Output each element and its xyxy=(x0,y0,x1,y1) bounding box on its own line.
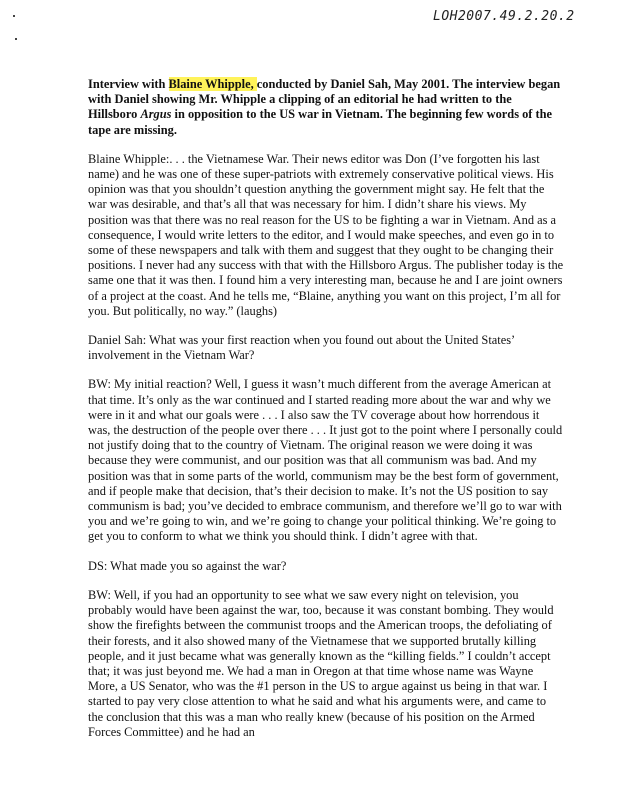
newspaper-name: Argus xyxy=(140,107,172,122)
paragraph-answer-1: BW: My initial reaction? Well, I guess it wasn’t much different from the average American at that time. It’s only as the war continued and I started reading more about the war and why we were in it and what our goals were . . . I also saw the TV coverage about how horrendous it was, the destruction of the people over there . . . It just got to the point where I personally could not justify doing that to the country of Vietnam. The original reason we were doing it was because they were communist, and our position was that all communism was bad. And my position was that in some parts of the world, communism may be the best form of government, and if people make that decision, that’s their decision to make. It’s not the US position to say communism is bad; you’ve decided to embrace communism, and therefore we’ll go to war with you and we’re going to win, and we’re going to change your political thinking. We’re going to get you to conform to what we think you should think. I didn’t agree with that. xyxy=(88,377,563,544)
scan-mark xyxy=(15,38,17,40)
interview-header xyxy=(88,77,564,138)
paragraph-whipple-intro: Blaine Whipple:. . . the Vietnamese War. Their news editor was Don (I’ve forgotten his last name) and he was one of these super-patriots with extremely conservative political views. His opinion was that you shouldn’t question anything the government might say. He felt that the war was desirable, and that’s all that was necessary for him. I didn’t share his views. My position was that there was no real reason for the US to be fighting a war in Vietnam. And as a consequence, I would write letters to the editor, and I would make speeches, and even go in to some of these newspapers and talk with them and suggest that they ought to be changing their positions. I never had any success with that with the Hillsboro Argus. The publisher today is the same one that it was then. I found him a very interesting man, because he and I are joint owners of a project at the coast. And he tells me, “Blaine, anything you want on this project, I’m all for you. But politically, no way.” (laughs) xyxy=(88,151,564,318)
paragraph-question-2: DS: What made you so against the war? xyxy=(88,558,287,573)
header-intro: Interview with xyxy=(88,77,169,91)
header-tail: in opposition to the US war in Vietnam. The beginning few words of the tape are missing. xyxy=(88,107,553,137)
transcript-body xyxy=(88,77,564,754)
paragraph-question-1: Daniel Sah: What was your first reaction when you found out about the United States’ involvement in the Vietnam War? xyxy=(88,333,515,363)
highlighted-name: Blaine Whipple, xyxy=(168,77,257,91)
scan-mark xyxy=(13,15,15,17)
paragraph-answer-2: BW: Well, if you had an opportunity to see what we saw every night on television, you probably would have been against the war, too, because it was constant bombing. They would show the firefights between the communist troops and the American troops, the defoliating of their forests, and it also showed many of the Vietnamese that we supported brutally killing people, and it just became what was generally known as the “killing fields.” I couldn’t accept that; it was just beyond me. We had a man in Oregon at that time whose name was Wayne More, a US Senator, who was the #1 person in the US to argue against us being in that war. I started to pay very close attention to what he said and what his arguments were, and came to the conclusion that this was a man who really knew (because of his position on the Armed Forces Committee) and he had an xyxy=(88,587,554,739)
accession-number: LOH2007.49.2.20.2 xyxy=(433,9,575,24)
header-description: conducted by Daniel Sah, May 2001. The interview began with Daniel showing Mr. Whipple a clipping of an editorial he had written to the Hillsboro xyxy=(88,77,561,122)
